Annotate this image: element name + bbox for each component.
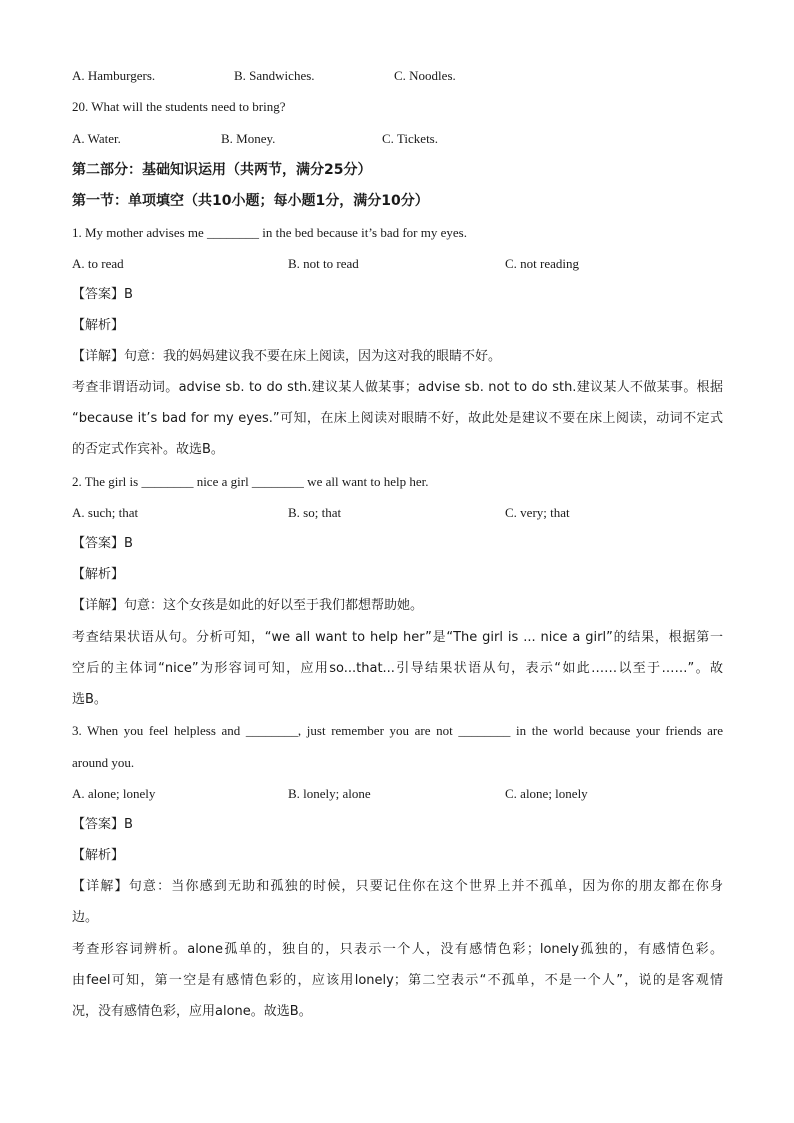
item3-analysis: 【解析】	[72, 848, 125, 863]
q19-option-c: C. Noodles.	[394, 68, 456, 83]
q20-option-b: B. Money.	[221, 131, 276, 146]
item3-detail-line: 况，没有感情色彩，应用alone。故选B。	[72, 1004, 312, 1019]
q20-option-a: A. Water.	[72, 131, 121, 146]
item1-detail-line: 的否定式作宾补。故选B。	[72, 442, 224, 457]
section1-heading: 第一节：单项填空（共10小题；每小题1分，满分10分）	[72, 193, 429, 209]
item2-detail-line: 考查结果状语从句。分析可知，“we all want to help her”是“The girl is ... nice a girl”的结果，根据第一	[72, 630, 723, 645]
item3-stem-line: around you.	[72, 755, 135, 770]
item1-option-a: A. to read	[72, 256, 124, 271]
item1-stem: 1. My mother advises me ________ in the bed because it’s bad for my eyes.	[72, 225, 467, 240]
item1-detail-line: “because it’s bad for my eyes.”可知，在床上阅读对眼睛不好，故此处是建议不要在床上阅读，动词不定式	[72, 411, 723, 426]
item2-analysis: 【解析】	[72, 567, 125, 582]
part2-heading: 第二部分：基础知识运用（共两节，满分25分）	[72, 162, 372, 178]
item2-answer: 【答案】B	[72, 536, 133, 551]
item3-option-b: B. lonely; alone	[288, 786, 371, 801]
q19-option-b: B. Sandwiches.	[234, 68, 315, 83]
item3-detail-line: 【详解】句意：当你感到无助和孤独的时候，只要记住你在这个世界上并不孤单，因为你的朋友都在你身	[72, 879, 723, 894]
item3-detail-line: 考查形容词辨析。alone孤单的，独自的，只表示一个人，没有感情色彩；lonely孤独的，有感情色彩。	[72, 942, 723, 957]
item3-answer: 【答案】B	[72, 817, 133, 832]
item2-option-a: A. such; that	[72, 505, 139, 520]
item1-detail-line: 考查非谓语动词。advise sb. to do sth.建议某人做某事；advise sb. not to do sth.建议某人不做某事。根据	[72, 380, 723, 395]
item1-detail-line: 【详解】句意：我的妈妈建议我不要在床上阅读，因为这对我的眼睛不好。	[72, 349, 502, 364]
q19-option-a: A. Hamburgers.	[72, 68, 156, 83]
item1-option-c: C. not reading	[505, 256, 580, 271]
item3-detail-line: 由feel可知，第一空是有感情色彩的，应该用lonely；第二空表示“不孤单，不是一个人”，说的是客观情	[72, 973, 723, 988]
item3-option-c: C. alone; lonely	[505, 786, 588, 801]
item2-detail-line: 【详解】句意：这个女孩是如此的好以至于我们都想帮助她。	[72, 598, 424, 613]
item1-option-b: B. not to read	[288, 256, 359, 271]
q20-option-c: C. Tickets.	[382, 131, 438, 146]
item2-detail-line: 选B。	[72, 692, 107, 707]
item3-stem-line: 3. When you feel helpless and ________, just remember you are not ________ in the world because your friends are	[72, 723, 723, 738]
item2-detail-line: 空后的主体词“nice”为形容词可知，应用so...that...引导结果状语从句，表示“如此……以至于……”。故	[72, 661, 723, 676]
q20-question: 20. What will the students need to bring?	[72, 99, 286, 114]
item3-option-a: A. alone; lonely	[72, 786, 156, 801]
item1-answer: 【答案】B	[72, 287, 133, 302]
item1-analysis: 【解析】	[72, 318, 125, 333]
item2-option-c: C. very; that	[505, 505, 570, 520]
item2-stem: 2. The girl is ________ nice a girl ________ we all want to help her.	[72, 474, 429, 489]
item3-detail-line: 边。	[72, 910, 99, 925]
item2-option-b: B. so; that	[288, 505, 342, 520]
